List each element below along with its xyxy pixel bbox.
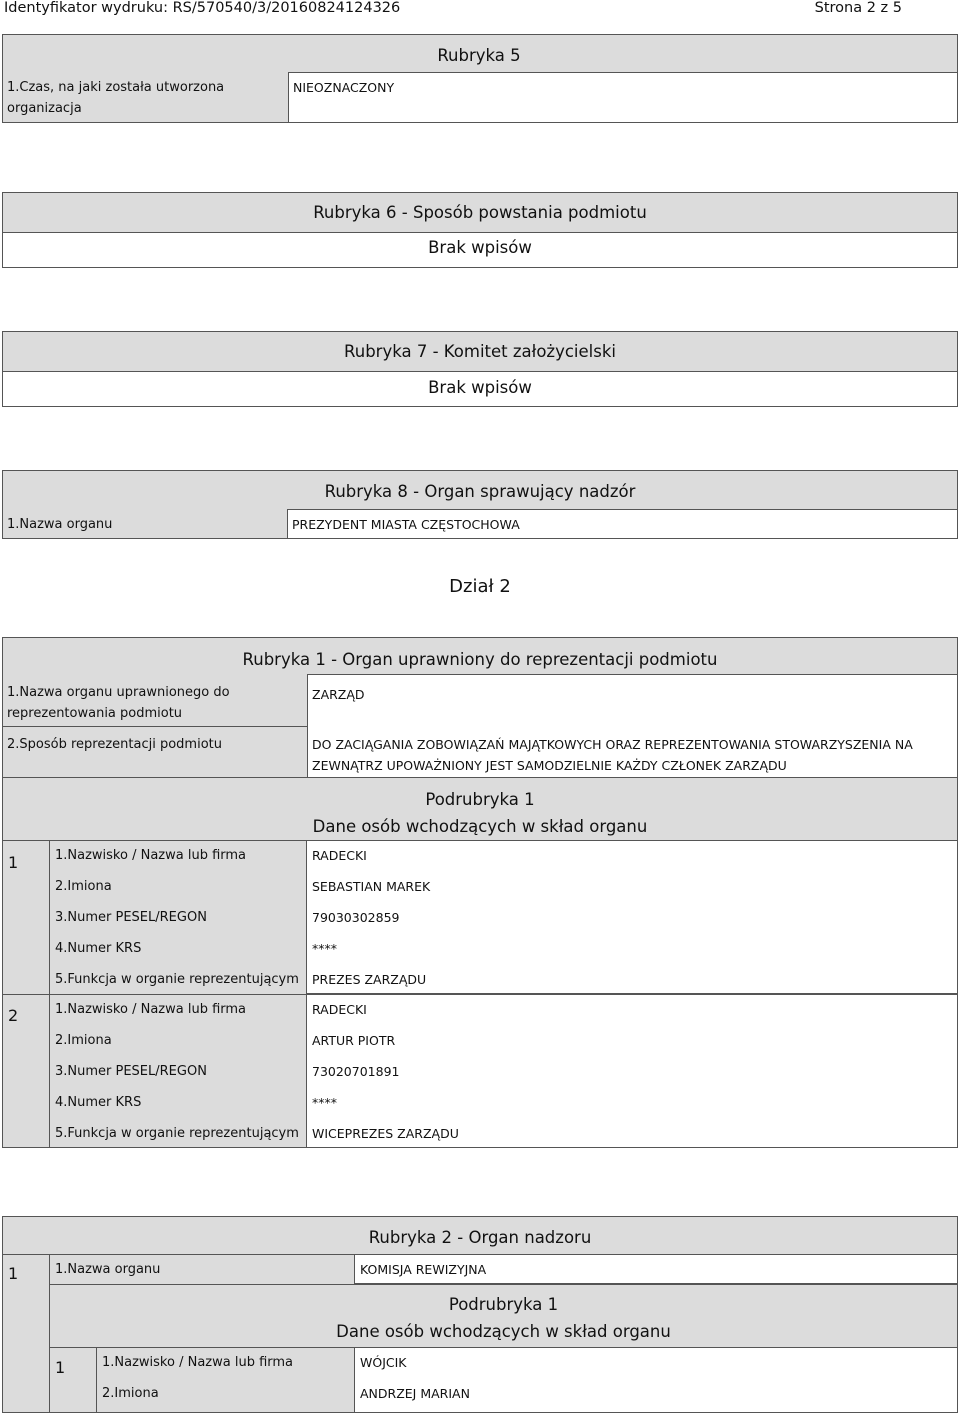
d2r2-field1-value: KOMISJA REWIZYJNA xyxy=(360,1262,487,1277)
d2r2-sub-subtitle: Dane osób wchodzących w skład organu xyxy=(336,1322,671,1341)
dzial-title: Dział 2 xyxy=(449,576,511,597)
d2r2-sub-divider xyxy=(49,1284,958,1285)
d2r1-title: Rubryka 1 - Organ uprawniony do reprezentacji podmiotu xyxy=(242,650,718,669)
rubryka6-title: Rubryka 6 - Sposób powstania podmiotu xyxy=(313,203,647,222)
d2r1-field1-value: ZARZĄD xyxy=(312,687,365,702)
d2r2-person-value-name: WÓJCIK xyxy=(360,1355,407,1370)
d2r2-person-value-first-names: ANDRZEJ MARIAN xyxy=(360,1386,470,1401)
person1-value-function: PREZES ZARZĄDU xyxy=(312,972,427,987)
d2r2-field1-label: 1.Nazwa organu xyxy=(55,1262,161,1277)
rubryka5-title: Rubryka 5 xyxy=(437,46,521,65)
d2r2-person-number: 1 xyxy=(55,1358,66,1377)
person1-number: 1 xyxy=(8,853,19,872)
d2r1-field2-value: DO ZACIĄGANIA ZOBOWIĄZAŃ MAJĄTKOWYCH ORAZ REPREZENTOWANIA STOWARZYSZENIA NA ZEWNĄTRZ UPOWAŻNIONY JEST SAMODZIELNIE KAŻDY CZŁONEK ZARZĄDU xyxy=(312,737,913,773)
d2r1-sub-title: Podrubryka 1 xyxy=(425,790,535,809)
person2-number: 2 xyxy=(8,1006,19,1025)
rubryka8-field1-value: PREZYDENT MIASTA CZĘSTOCHOWA xyxy=(292,516,520,532)
person2-label-function: 5.Funkcja w organie reprezentującym xyxy=(55,1126,299,1141)
rubryka5-field1-value: NIEOZNACZONY xyxy=(293,80,395,95)
person1-label-krs: 4.Numer KRS xyxy=(55,941,142,956)
rubryka7-title: Rubryka 7 - Komitet założycielski xyxy=(344,342,616,361)
print-identifier: Identyfikator wydruku: RS/570540/3/20160824124326 xyxy=(4,0,401,16)
d2r1-field1-label: 1.Nazwa organu uprawnionego do reprezentowania podmiotu xyxy=(7,685,230,721)
d2r2-number: 1 xyxy=(8,1264,19,1283)
person2-label-name: 1.Nazwisko / Nazwa lub firma xyxy=(55,1002,247,1017)
person2-label-pesel: 3.Numer PESEL/REGON xyxy=(55,1064,207,1079)
person2-value-name: RADECKI xyxy=(312,1002,367,1017)
d2r2-person-label-first-names: 2.Imiona xyxy=(102,1386,159,1401)
person1-value-pesel: 79030302859 xyxy=(312,910,400,925)
person1-label-pesel: 3.Numer PESEL/REGON xyxy=(55,910,207,925)
person2-label-first-names: 2.Imiona xyxy=(55,1033,112,1048)
d2r2-person-label-name: 1.Nazwisko / Nazwa lub firma xyxy=(102,1355,294,1370)
person2-value-first-names: ARTUR PIOTR xyxy=(312,1033,396,1048)
person1-value-krs: **** xyxy=(312,941,337,956)
rubryka8-title: Rubryka 8 - Organ sprawujący nadzór xyxy=(324,482,636,501)
page-number: Strona 2 z 5 xyxy=(814,0,902,16)
rubryka8-field1-label: 1.Nazwa organu xyxy=(7,516,113,532)
d2r1-sub-subtitle: Dane osób wchodzących w skład organu xyxy=(312,817,648,836)
person2-value-pesel: 73020701891 xyxy=(312,1064,400,1079)
person1-label-name: 1.Nazwisko / Nazwa lub firma xyxy=(55,848,247,863)
rubryka6-empty: Brak wpisów xyxy=(428,238,532,257)
d2r2-sub-title: Podrubryka 1 xyxy=(448,1295,559,1314)
person1-value-first-names: SEBASTIAN MAREK xyxy=(312,879,431,894)
d2r1-field2-label: 2.Sposób reprezentacji podmiotu xyxy=(7,737,222,752)
rubryka5-field1-label: 1.Czas, na jaki została utworzona organizacja xyxy=(7,80,225,116)
person2-value-krs: **** xyxy=(312,1095,337,1110)
d2r2-title: Rubryka 2 - Organ nadzoru xyxy=(368,1228,592,1247)
person1-value-name: RADECKI xyxy=(312,848,367,863)
person1-label-first-names: 2.Imiona xyxy=(55,879,112,894)
person1-label-function: 5.Funkcja w organie reprezentującym xyxy=(55,972,299,987)
rubryka7-empty: Brak wpisów xyxy=(428,378,532,397)
person2-label-krs: 4.Numer KRS xyxy=(55,1095,142,1110)
person2-value-function: WICEPREZES ZARZĄDU xyxy=(312,1126,459,1141)
